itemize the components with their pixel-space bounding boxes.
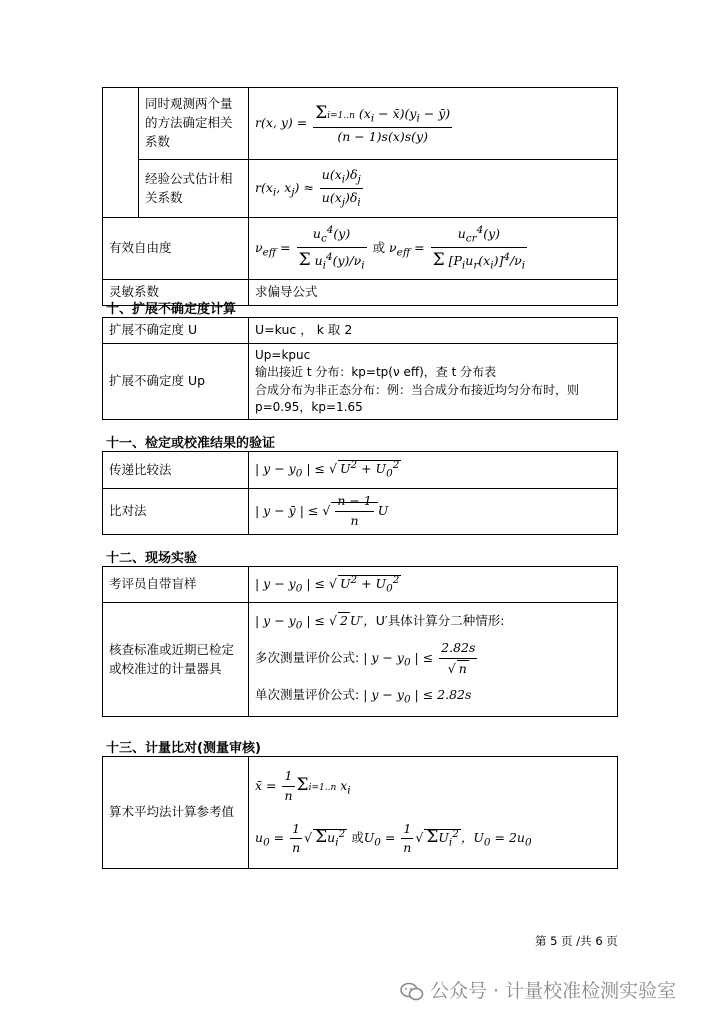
row-label: 扩展不确定度 U xyxy=(103,318,249,344)
row-label: 核查标准或近期已检定或校准过的计量器具 xyxy=(103,603,249,717)
empirical-correlation-formula: $r(x_i$, $x_j$) ≈ $\frac{u(x_i)\delta_j}{u(x_j)\delta_i}$ xyxy=(249,160,618,218)
row-label: 比对法 xyxy=(103,489,249,535)
row-label: 经验公式估计相关系数 xyxy=(139,160,249,218)
row-label: 灵敏系数 xyxy=(103,280,249,306)
section-title: 十二、现场实验 xyxy=(106,551,198,566)
formula-line: 多次测量评价公式: | $y - y_0$ | ≤ $\frac{2.82s}{√ n}$ xyxy=(255,640,476,676)
mean-formula: x̄ = $\frac{1}{n}$ Σi=1..n $x_i$ xyxy=(255,768,351,803)
row-label: 扩展不确定度 Up xyxy=(103,343,249,420)
value-line: 合成分布为非正态分布：例：当合成分布接近均匀分布时，则p=0.95，kp=1.65 xyxy=(255,382,580,414)
uncertainty-table-top xyxy=(102,87,618,306)
expanded-uncertainty-table xyxy=(102,317,618,420)
verification-table xyxy=(102,451,618,535)
formula-label: 多次测量评价公式: xyxy=(255,650,360,665)
reference-value-formulas xyxy=(249,757,618,869)
value-line: 输出接近 t 分布：kp=tp(ν eff)，查 t 分布表 xyxy=(255,365,497,380)
watermark-text: 公众号 · 计量校准检测实验室 xyxy=(430,980,677,1002)
value-line: Up=kpuc xyxy=(255,347,311,362)
field-test-table xyxy=(102,566,618,717)
comparison-formula: | y − ȳ | ≤ √ $\frac{n - 1}{n}$ U xyxy=(249,489,618,535)
uncertainty-formula: $u_0$ = $\frac{1}{n}$ √ $\Sigma u_i^2$ 或$U_0$ = $\frac{1}{n}$ √ $\Sigma U_i^2$ ，$U_0 = 2u_0$ xyxy=(255,820,532,856)
check-standard-formulas xyxy=(249,603,618,717)
section-title: 十三、计量比对(测量审核) xyxy=(106,741,261,756)
row-value: U=kuc ， k 取 2 xyxy=(249,318,618,344)
row-label: 同时观测两个量的方法确定相关系数 xyxy=(139,88,249,160)
formula-label: 单次测量评价公式: xyxy=(255,687,360,702)
effective-dof-formula: $\nu_{eff}$ = $\frac{u_c^4(y)}{\Sigma u_i^4(y)/\nu_i}$ 或 $\nu_{eff}$ = $\frac{u_{cr}^4(y)}{\Sigma [P_iu_r(x_i)]^4/\nu_i}$ xyxy=(249,218,618,280)
page-number: 第 5 页 /共 6 页 xyxy=(535,934,618,948)
watermark xyxy=(400,976,676,1003)
wechat-icon xyxy=(400,982,424,1002)
formula-line: | $y - y_0$ | ≤ √ 2 U′，U′具体计算分二种情形: xyxy=(255,612,505,632)
row-label: 传递比较法 xyxy=(103,452,249,489)
row-value xyxy=(249,343,618,420)
correlation-formula: r(x, y) = $\frac{\Sigma i=1..n (x_i - x̄)(y_i - ȳ)}{(n - 1)s(x)s(y)}$ xyxy=(249,88,618,160)
merged-category-cell xyxy=(103,88,139,218)
row-label: 算术平均法计算参考值 xyxy=(103,757,249,869)
section-title: 十一、检定或校准结果的验证 xyxy=(106,436,276,451)
sensitivity-value: 求偏导公式 xyxy=(249,280,618,306)
section-title: 十、扩展不确定度计算 xyxy=(106,302,237,317)
transfer-comparison-formula: | $y - y_0$ | ≤ √ $U^2 + U_0^2$ xyxy=(249,452,618,489)
row-label: 考评员自带盲样 xyxy=(103,567,249,603)
row-label: 有效自由度 xyxy=(103,218,249,280)
measurement-audit-table xyxy=(102,756,618,869)
blind-sample-formula: | $y - y_0$ | ≤ √ $U^2 + U_0^2$ xyxy=(249,567,618,603)
formula-line: 单次测量评价公式: | $y - y_0$ | ≤ 2.82s xyxy=(255,687,472,706)
